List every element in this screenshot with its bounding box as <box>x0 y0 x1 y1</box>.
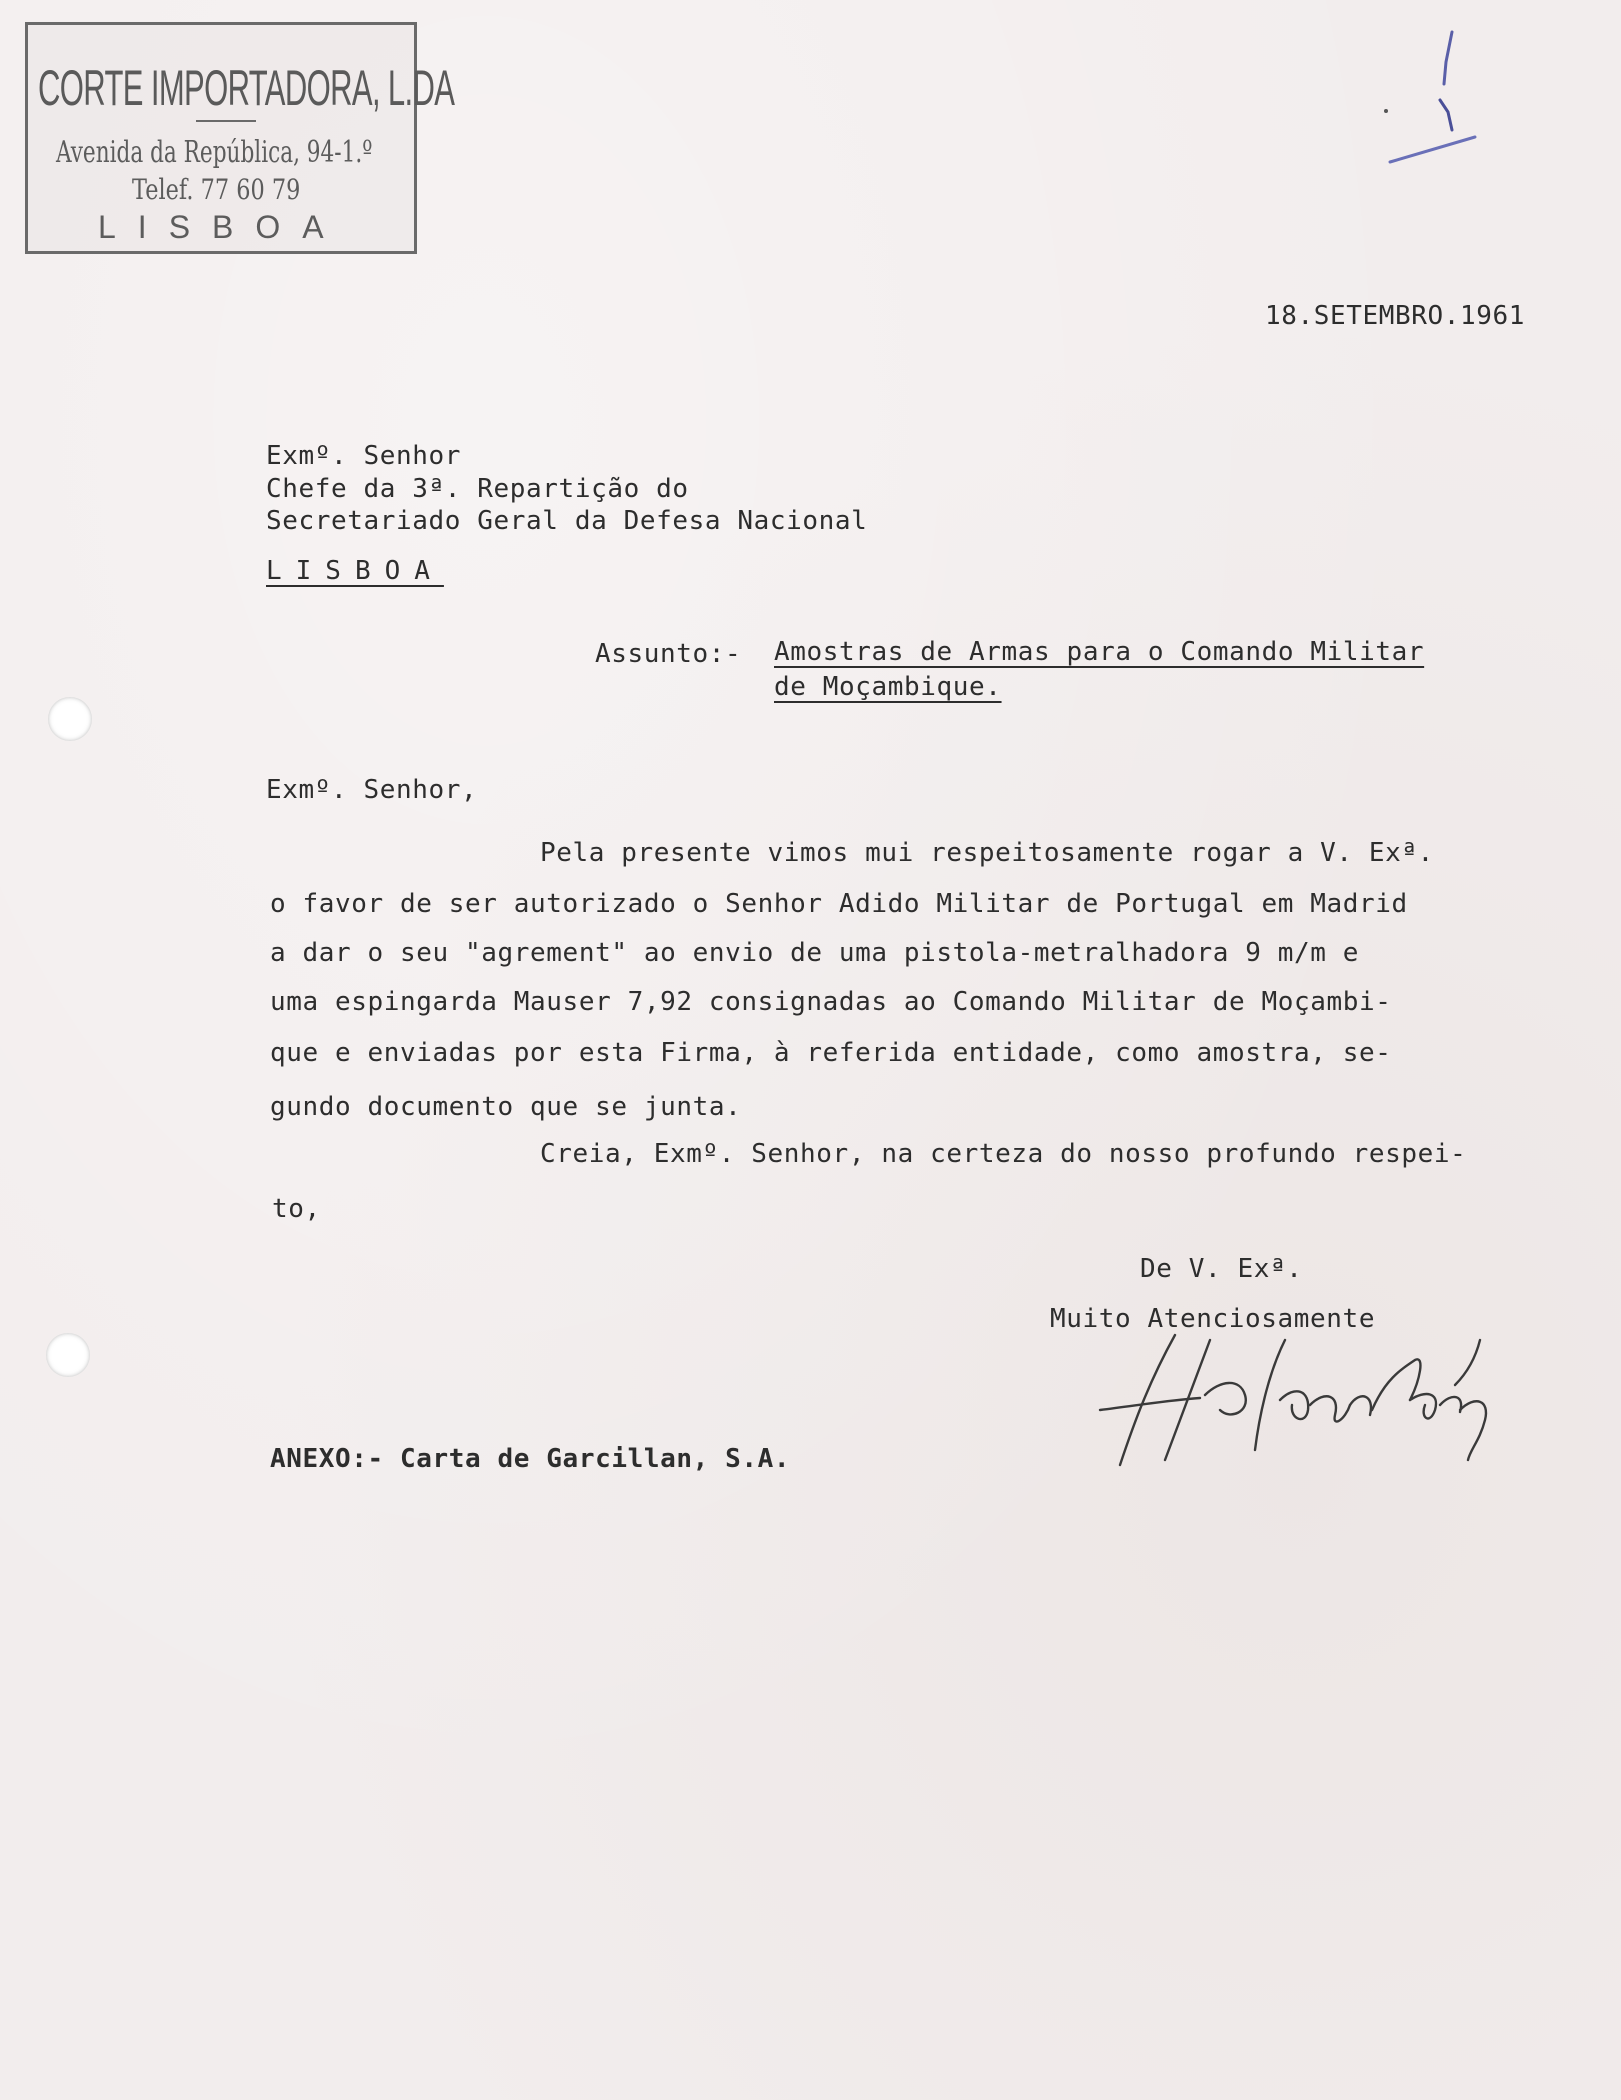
body-line-8: to, <box>272 1194 321 1224</box>
stamp-telephone: Telef. 77 60 79 <box>132 173 301 206</box>
closing-line-2: Muito Atenciosamente <box>1050 1304 1376 1334</box>
body-line-7: Creia, Exmº. Senhor, na certeza do nosso profundo respei- <box>540 1139 1467 1169</box>
recipient-line-2: Chefe da 3ª. Repartição do <box>266 474 689 504</box>
closing-line-1: De V. Exª. <box>1140 1254 1303 1284</box>
handwritten-signature <box>1080 1300 1540 1480</box>
body-line-6: gundo documento que se junta. <box>270 1092 742 1122</box>
annex-line: ANEXO:- Carta de Garcillan, S.A. <box>270 1444 791 1474</box>
pencil-annotation-mark <box>1380 22 1480 172</box>
stamp-divider <box>196 120 256 122</box>
recipient-city: LISBOA <box>266 556 444 586</box>
stamp-company-name: CORTE IMPORTADORA, L.DA <box>38 60 455 116</box>
body-line-5: que e enviadas por esta Firma, à referida entidade, como amostra, se- <box>270 1038 1392 1068</box>
body-line-1: Pela presente vimos mui respeitosamente rogar a V. Exª. <box>540 838 1434 868</box>
body-line-3: a dar o seu "agrement" ao envio de uma pistola-metralhadora 9 m/m e <box>270 938 1359 968</box>
stamp-city: LISBOA <box>98 209 346 245</box>
stamp-address: Avenida da República, 94-1.º <box>56 135 373 170</box>
subject-label: Assunto:- <box>595 639 742 669</box>
body-line-4: uma espingarda Mauser 7,92 consignadas ao Comando Militar de Moçambi- <box>270 987 1392 1017</box>
recipient-line-1: Exmº. Senhor <box>266 441 462 471</box>
body-line-2: o favor de ser autorizado o Senhor Adido Militar de Portugal em Madrid <box>270 889 1408 919</box>
punch-hole-bottom <box>46 1333 90 1377</box>
company-stamp <box>25 22 455 254</box>
subject-line-1: Amostras de Armas para o Comando Militar <box>774 637 1425 667</box>
subject-line-2: de Moçambique. <box>774 672 1002 702</box>
recipient-line-3: Secretariado Geral da Defesa Nacional <box>266 506 868 536</box>
salutation: Exmº. Senhor, <box>266 775 478 805</box>
punch-hole-top <box>48 697 92 741</box>
letter-date: 18.SETEMBRO.1961 <box>1265 301 1526 331</box>
